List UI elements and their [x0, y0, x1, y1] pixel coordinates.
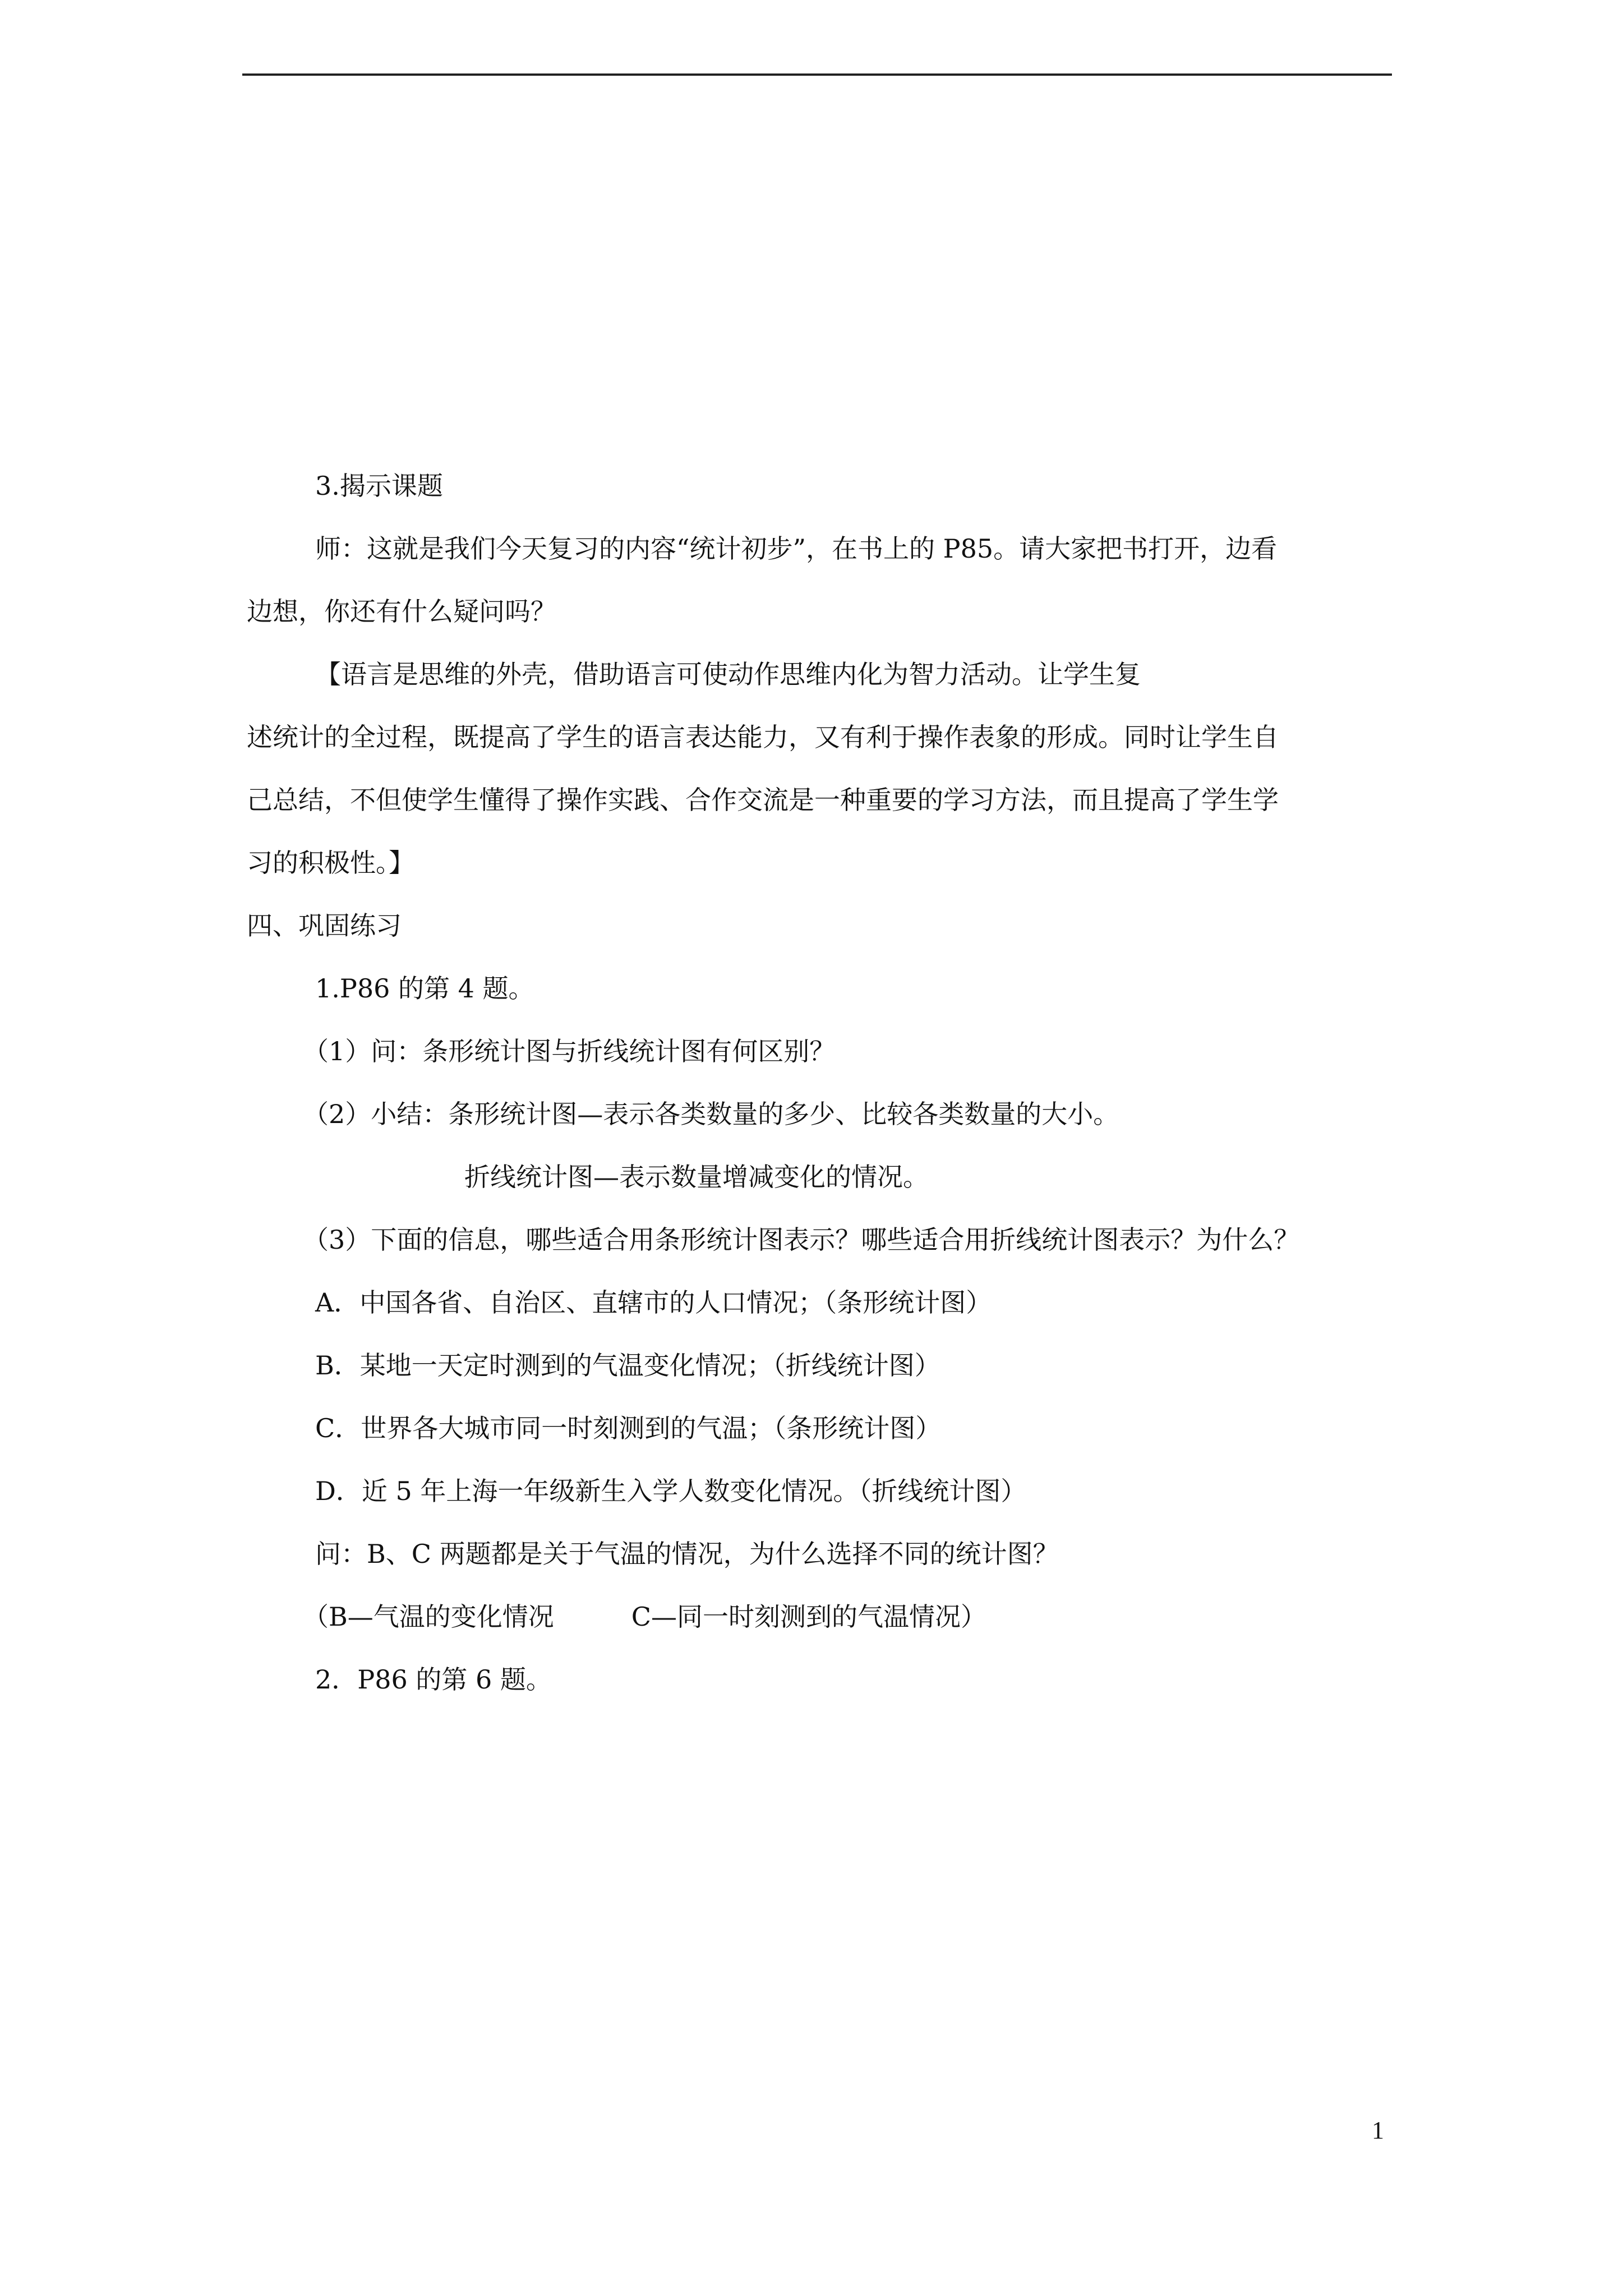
- header-rule: [242, 73, 1392, 76]
- teacher-dialogue-line-2: 边想，你还有什么疑问吗？: [247, 596, 556, 627]
- question-3: （3）下面的信息，哪些适合用条形统计图表示？哪些适合用折线统计图表示？为什么？: [303, 1225, 1300, 1255]
- follow-up-answer: （B—气温的变化情况 C—同一时刻测到的气温情况）: [303, 1602, 986, 1632]
- follow-up-question: 问：B、C 两题都是关于气温的情况，为什么选择不同的统计图？: [315, 1539, 1059, 1569]
- exercise-item-1: 1.P86 的第 4 题。: [315, 973, 534, 1004]
- option-a: A．中国各省、自治区、直辖市的人口情况；（条形统计图）: [315, 1287, 992, 1318]
- question-1: （1）问：条形统计图与折线统计图有何区别？: [303, 1036, 836, 1066]
- option-c: C．世界各大城市同一时刻测到的气温；（条形统计图）: [315, 1413, 942, 1443]
- commentary-line-1: 【语言是思维的外壳，借助语言可使动作思维内化为智力活动。让学生复: [315, 659, 1141, 689]
- commentary-line-3: 己总结，不但使学生懂得了操作实践、合作交流是一种重要的学习方法，而且提高了学生学: [247, 785, 1279, 815]
- section-heading-reveal-topic: 3.揭示课题: [315, 471, 443, 501]
- page-number: 1: [1372, 2116, 1384, 2144]
- commentary-line-4: 习的积极性。】: [247, 848, 414, 878]
- summary-bar-chart: （2）小结：条形统计图—表示各类数量的多少、比较各类数量的大小。: [303, 1099, 1119, 1129]
- teacher-dialogue-line-1: 师：这就是我们今天复习的内容“统计初步”，在书上的 P85。请大家把书打开，边看: [315, 533, 1278, 564]
- summary-line-chart: 折线统计图—表示数量增减变化的情况。: [464, 1162, 929, 1192]
- option-b: B．某地一天定时测到的气温变化情况；（折线统计图）: [315, 1350, 940, 1381]
- commentary-line-2: 述统计的全过程，既提高了学生的语言表达能力，又有利于操作表象的形成。同时让学生自: [247, 722, 1279, 752]
- option-d: D．近 5 年上海一年级新生入学人数变化情况。（折线统计图）: [315, 1476, 1027, 1506]
- exercise-item-2: 2．P86 的第 6 题。: [315, 1664, 552, 1695]
- section-heading-practice: 四、巩固练习: [247, 910, 402, 941]
